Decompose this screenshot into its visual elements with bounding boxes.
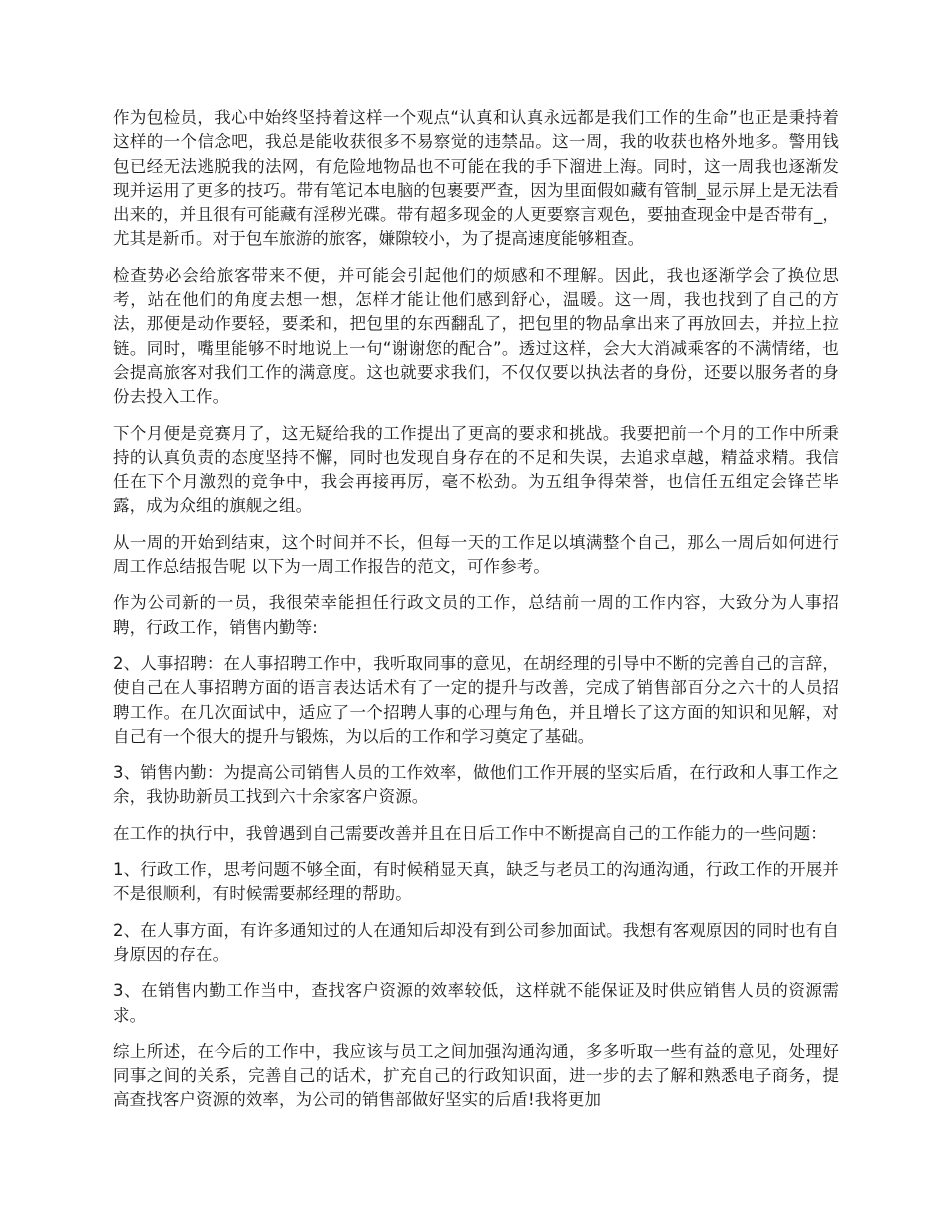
paragraph-6: 2、人事招聘：在人事招聘工作中，我听取同事的意见，在胡经理的引导中不断的完善自己的言辞，使自己在人事招聘方面的语言表达话术有了一定的提升与改善，完成了销售部百分之六十的人员招聘工作。在几次面试中，适应了一个招聘人事的心理与角色，并且增长了这方面的知识和见解，对自己有一个很大的提升与锻炼，为以后的工作和学习奠定了基础。 (113, 653, 839, 746)
paragraph-11: 3、在销售内勤工作当中，查找客户资源的效率较低，这样就不能保证及时供应销售人员的资源需求。 (113, 981, 839, 1025)
paragraph-2: 检查势必会给旅客带来不便，并可能会引起他们的烦感和不理解。因此，我也逐渐学会了换位思考，站在他们的角度去想一想，怎样才能让他们感到舒心，温暖。这一周，我也找到了自己的方法，那便是动作要轻，要柔和，把包里的东西翻乱了，把包里的物品拿出来了再放回去，并拉上拉链。同时，嘴里能够不时地说上一句“谢谢您的配合”。透过这样，会大大消减乘客的不满情绪，也会提高旅客对我们工作的满意度。这也就要求我们，不仅仅要以执法者的身份，还要以服务者的身份去投入工作。 (113, 265, 839, 407)
paragraph-4: 从一周的开始到结束，这个时间并不长，但每一天的工作足以填满整个自己，那么一周后如何进行周工作总结报告呢 以下为一周工作报告的范文，可作参考。 (113, 532, 839, 577)
paragraph-7: 3、销售内勤：为提高公司销售人员的工作效率，做他们工作开展的坚实后盾，在行政和人事工作之余，我协助新员工找到六十余家客户资源。 (113, 763, 839, 807)
paragraph-5: 作为公司新的一员，我很荣幸能担任行政文员的工作，总结前一周的工作内容，大致分为人事招聘，行政工作，销售内勤等: (113, 593, 839, 637)
paragraph-3: 下个月便是竞赛月了，这无疑给我的工作提出了更高的要求和挑战。我要把前一个月的工作中所秉持的认真负责的态度坚持不懈，同时也发现自身存在的不足和失误，去追求卓越，精益求精。我信任在下个月激烈的竞争中，我会再接再厉，毫不松劲。为五组争得荣誉，也信任五组定会锋芒毕露，成为众组的旗舰之组。 (113, 423, 839, 516)
paragraph-1: 作为包检员，我心中始终坚持着这样一个观点“认真和认真永远都是我们工作的生命”也正是秉持着这样的一个信念吧，我总是能收获很多不易察觉的违禁品。这一周，我的收获也格外地多。警用钱包已经无法逃脱我的法网，有危险地物品也不可能在我的手下溜进上海。同时，这一周我也逐渐发现并运用了更多的技巧。带有笔记本电脑的包裹要严查，因为里面假如藏有管制_显示屏上是无法看出来的，并且很有可能藏有淫秽光碟。带有超多现金的人更要察言观色，要抽查现金中是否带有_，尤其是新币。对于包车旅游的旅客，嫌隙较小，为了提高速度能够粗查。 (113, 108, 839, 249)
paragraph-10: 2、在人事方面，有许多通知过的人在通知后却没有到公司参加面试。我想有客观原因的同时也有自身原因的存在。 (113, 920, 839, 964)
document-page (113, 106, 839, 1125)
paragraph-9: 1、行政工作，思考问题不够全面，有时候稍显天真，缺乏与老员工的沟通沟通，行政工作的开展并不是很顺利，有时候需要郝经理的帮助。 (113, 860, 839, 904)
paragraph-8: 在工作的执行中，我曾遇到自己需要改善并且在日后工作中不断提高自己的工作能力的一些问题： (113, 823, 827, 843)
paragraph-12: 综上所述，在今后的工作中，我应该与员工之间加强沟通沟通，多多听取一些有益的意见，处理好同事之间的关系，完善自己的话术，扩充自己的行政知识面，进一步的去了解和熟悉电子商务，提高查找客户资源的效率，为公司的销售部做好坚实的后盾!我将更加 (113, 1041, 839, 1110)
